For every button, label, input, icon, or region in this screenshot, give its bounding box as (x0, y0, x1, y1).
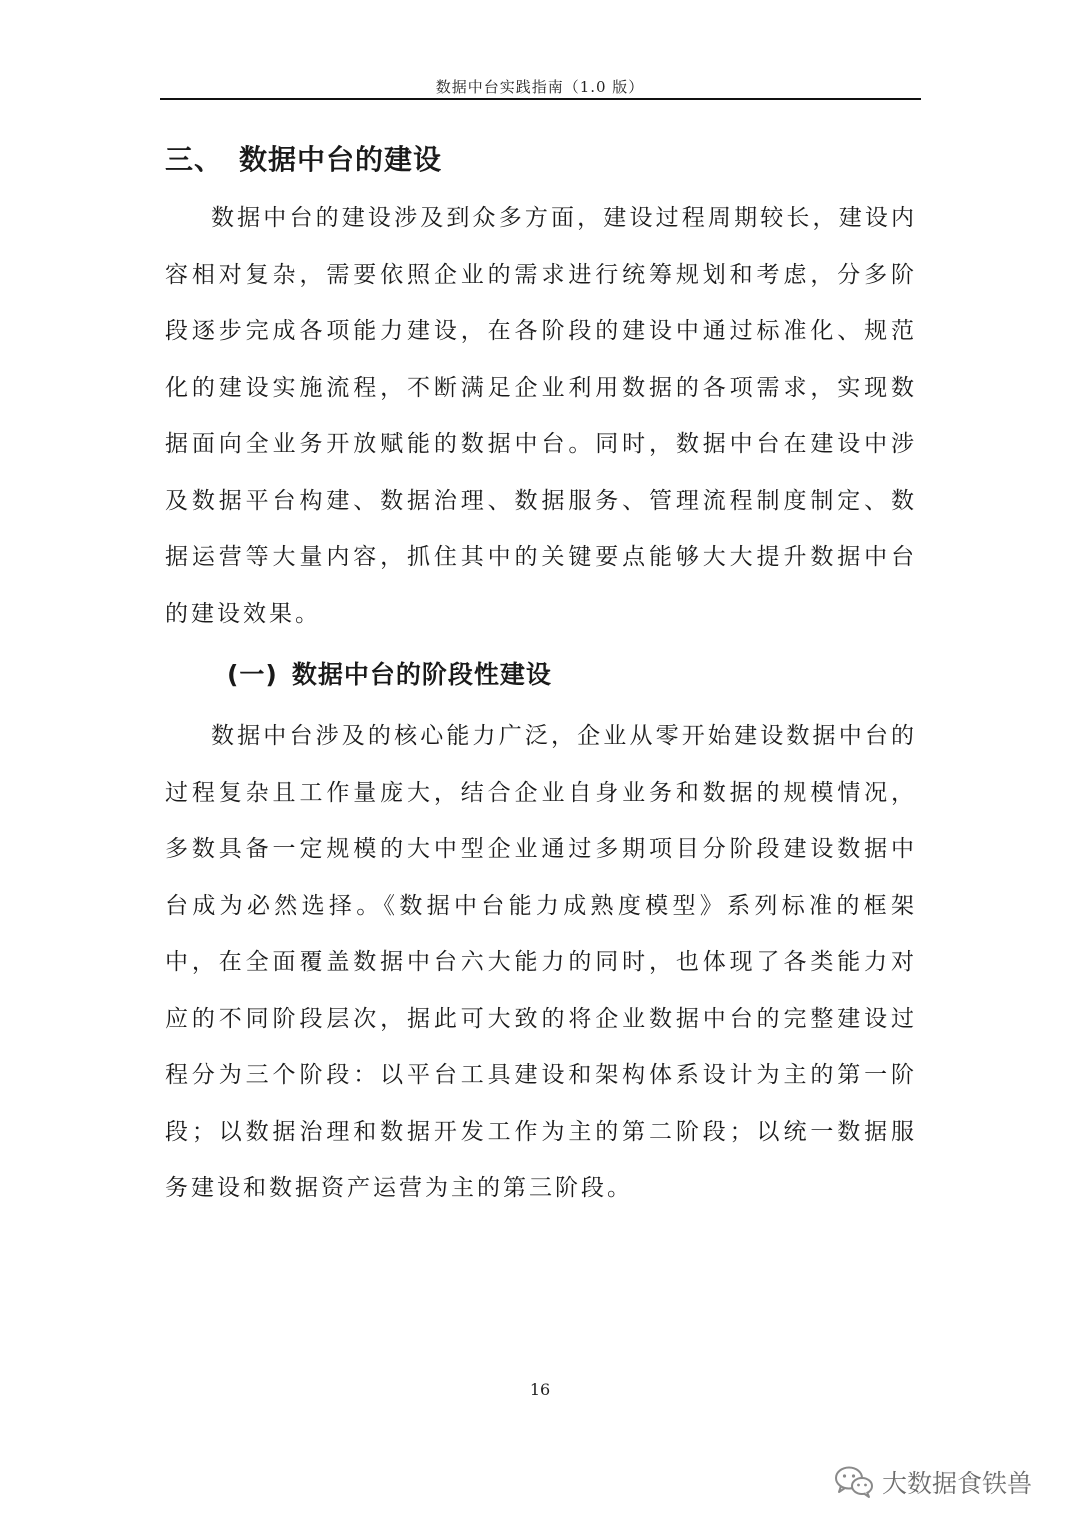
watermark-text: 大数据食铁兽 (882, 1469, 1033, 1498)
subsection-paragraph: 数据中台涉及的核心能力广泛，企业从零开始建设数据中台的过程复杂且工作量庞大，结合企业自身业务和数据的规模情况，多数具备一定规模的大中型企业通过多期项目分阶段建设数据中台成为必然选择。《数据中台能力成熟度模型》系列标准的框架中，在全面覆盖数据中台六大能力的同时，也体现了各类能力对应的不同阶段层次，据此可大致的将企业数据中台的完整建设过程分为三个阶段：以平台工具建设和架构体系设计为主的第一阶段；以数据治理和数据开发工作为主的第二阶段；以统一数据服务建设和数据资产运营为主的第三阶段。 (165, 723, 917, 1201)
subsection-number: (一) (227, 660, 278, 689)
wechat-icon (834, 1465, 874, 1499)
subsection-heading (165, 642, 917, 708)
section-paragraph: 数据中台的建设涉及到众多方面，建设过程周期较长，建设内容相对复杂，需要依照企业的需求进行统筹规划和考虑，分多阶段逐步完成各项能力建设，在各阶段的建设中通过标准化、规范化的建设实施流程，不断满足企业利用数据的各项需求，实现数据面向全业务开放赋能的数据中台。同时，数据中台在建设中涉及数据平台构建、数据治理、数据服务、管理流程制度制定、数据运营等大量内容，抓住其中的关键要点能够大大提升数据中台的建设效果。 (165, 205, 917, 627)
running-header: 数据中台实践指南（1.0 版） (435, 78, 645, 96)
page-content (165, 130, 917, 1217)
section-heading (165, 130, 917, 190)
header-rule (160, 98, 921, 100)
section-number: 三、 (165, 143, 224, 176)
subsection-title: 数据中台的阶段性建设 (291, 660, 552, 689)
page-number: 16 (529, 1380, 551, 1399)
watermark (834, 1464, 1032, 1500)
section-title: 数据中台的建设 (239, 143, 443, 176)
